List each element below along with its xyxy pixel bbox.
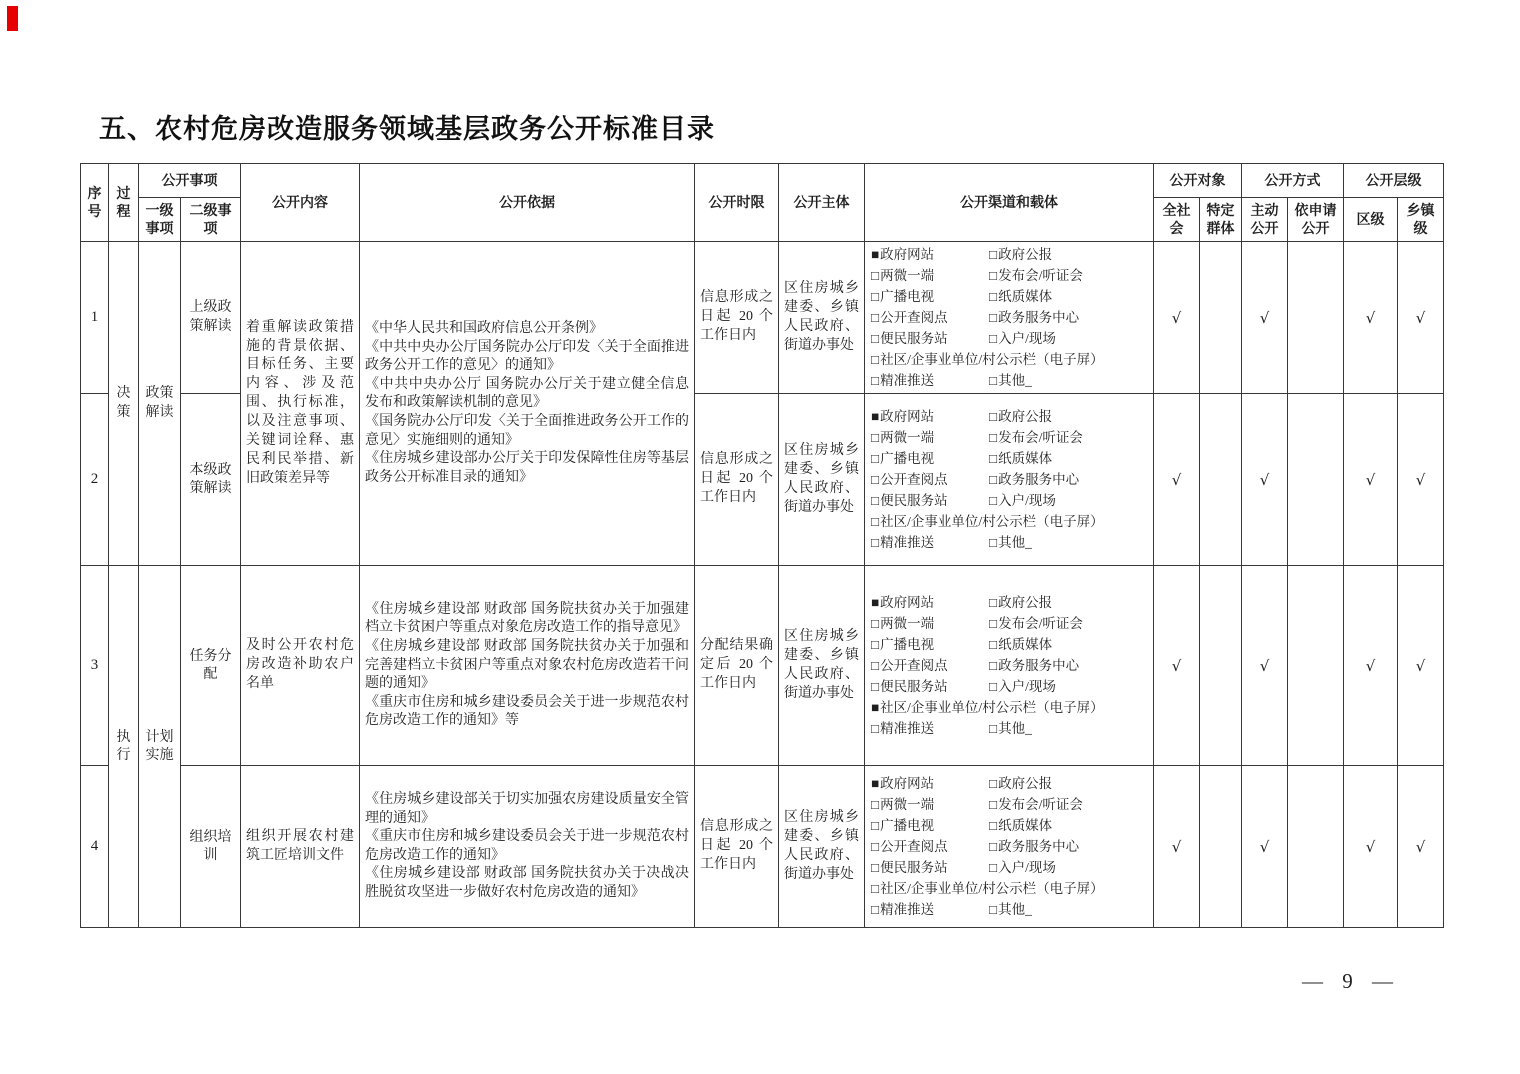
channel-line (871, 592, 1147, 613)
cell-content: 组织开展农村建筑工匠培训文件 (241, 766, 360, 928)
channel-line (871, 265, 1147, 286)
mark-level-township: √ (1398, 394, 1444, 566)
cell-basis (360, 566, 695, 766)
channel-option: □发布会/听证会 (989, 427, 1083, 448)
channel-option: □社区/企事业单位/村公示栏（电子屏） (871, 511, 1104, 532)
cell-item-l2: 本级政策解读 (181, 394, 241, 566)
channel-line (871, 286, 1147, 307)
mark-level-district: √ (1344, 394, 1398, 566)
channel-option: □公开查阅点 (871, 655, 989, 676)
channel-line (871, 878, 1147, 899)
checkbox-unchecked-icon: □ (989, 430, 998, 446)
cell-time-limit: 信息形成之日起 20 个工作日内 (695, 394, 779, 566)
checkbox-unchecked-icon: □ (989, 331, 998, 347)
cell-item-l2: 组织培训 (181, 766, 241, 928)
channel-option: □发布会/听证会 (989, 265, 1083, 286)
channel-option: □政府公报 (989, 244, 1052, 265)
checkbox-unchecked-icon: □ (989, 637, 998, 653)
mark-method-active: √ (1242, 394, 1288, 566)
channel-line (871, 427, 1147, 448)
mark-level-township: √ (1398, 566, 1444, 766)
mark-audience-specific (1200, 242, 1242, 394)
cell-seq: 4 (81, 766, 109, 928)
channel-line (871, 490, 1147, 511)
channel-option: □政府公报 (989, 406, 1052, 427)
channel-option: □其他_ (989, 718, 1032, 739)
channel-line (871, 794, 1147, 815)
mark-audience-specific (1200, 566, 1242, 766)
checkbox-unchecked-icon: □ (871, 352, 880, 368)
checkbox-unchecked-icon: □ (871, 535, 880, 551)
cell-process-decision: 决策 (109, 242, 139, 566)
checkbox-unchecked-icon: □ (871, 637, 880, 653)
checkbox-unchecked-icon: □ (989, 721, 998, 737)
cell-content: 及时公开农村危房改造补助农户名单 (241, 566, 360, 766)
basis-item: 《住房城乡建设部 财政部 国务院扶贫办关于加强建档立卡贫困户等重点对象危房改造工作的指导意见》 (365, 601, 689, 636)
channel-option: □两微一端 (871, 794, 989, 815)
channel-option: □广播电视 (871, 634, 989, 655)
channel-option: □入户/现场 (989, 857, 1056, 878)
channel-line (871, 511, 1147, 532)
checkbox-unchecked-icon: □ (871, 268, 880, 284)
channel-line (871, 676, 1147, 697)
checkbox-unchecked-icon: □ (871, 430, 880, 446)
cell-item-l2: 任务分配 (181, 566, 241, 766)
basis-item: 《住房城乡建设部办公厅关于印发保障性住房等基层政务公开标准目录的通知》 (365, 451, 689, 485)
cell-channels (865, 394, 1154, 566)
mark-level-district: √ (1344, 566, 1398, 766)
header-audience-specific: 特定群体 (1200, 198, 1242, 242)
cell-time-limit: 信息形成之日起 20 个工作日内 (695, 242, 779, 394)
channel-line (871, 448, 1147, 469)
channel-option: ■政府网站 (871, 406, 989, 427)
cell-content: 着重解读政策措施的背景依据、目标任务、主要内容、涉及范围、执行标准，以及注意事项、关键词诠释、惠民利民举措、新旧政策差异等 (241, 242, 360, 566)
basis-item: 《中华人民共和国政府信息公开条例》 (365, 320, 603, 336)
checkbox-unchecked-icon: □ (871, 514, 880, 530)
checkbox-unchecked-icon: □ (871, 451, 880, 467)
checkbox-unchecked-icon: □ (871, 616, 880, 632)
checkbox-unchecked-icon: □ (989, 310, 998, 326)
header-item-l2: 二级事项 (181, 198, 241, 242)
checkbox-unchecked-icon: □ (989, 902, 998, 918)
page-number: — 9 — (1302, 969, 1395, 993)
channel-option: □纸质媒体 (989, 448, 1052, 469)
channel-line (871, 697, 1147, 718)
cell-seq: 1 (81, 242, 109, 394)
mark-method-request (1288, 242, 1344, 394)
cell-subject: 区住房城乡建委、乡镇人民政府、街道办事处 (779, 394, 865, 566)
cell-channels (865, 766, 1154, 928)
mark-method-request (1288, 766, 1344, 928)
basis-item: 《住房城乡建设部关于切实加强农房建设质量安全管理的通知》 (365, 792, 689, 826)
channel-option: □两微一端 (871, 427, 989, 448)
checkbox-unchecked-icon: □ (989, 616, 998, 632)
header-level-district: 区级 (1344, 198, 1398, 242)
checkbox-unchecked-icon: □ (871, 881, 880, 897)
channel-option: □纸质媒体 (989, 634, 1052, 655)
basis-item: 《中共中央办公厅 国务院办公厅关于建立健全信息发布和政策解读机制的意见》 (365, 376, 689, 411)
checkbox-unchecked-icon: □ (989, 409, 998, 425)
cell-basis (360, 242, 695, 566)
channel-option: □纸质媒体 (989, 815, 1052, 836)
channel-line (871, 773, 1147, 794)
table-row (81, 242, 1444, 394)
channel-option: □社区/企事业单位/村公示栏（电子屏） (871, 878, 1104, 899)
checkbox-unchecked-icon: □ (989, 658, 998, 674)
checkbox-unchecked-icon: □ (989, 860, 998, 876)
channel-option: □入户/现场 (989, 328, 1056, 349)
channel-option: □政务服务中心 (989, 469, 1079, 490)
cell-process-execute: 执行 (109, 566, 139, 928)
red-corner-mark (7, 6, 18, 31)
channel-line (871, 613, 1147, 634)
channel-option: □两微一端 (871, 613, 989, 634)
checkbox-unchecked-icon: □ (871, 839, 880, 855)
channel-line (871, 328, 1147, 349)
checkbox-unchecked-icon: □ (989, 247, 998, 262)
basis-item: 《中共中央办公厅国务院办公厅印发〈关于全面推进政务公开工作的意见〉的通知》 (365, 339, 689, 374)
checkbox-unchecked-icon: □ (871, 797, 880, 813)
channel-option: □精准推送 (871, 718, 989, 739)
cell-channels (865, 242, 1154, 394)
basis-item: 《住房城乡建设部 财政部 国务院扶贫办关于决战决胜脱贫攻坚进一步做好农村危房改造的通知》 (365, 866, 689, 901)
table-row (81, 766, 1444, 928)
header-subject: 公开主体 (779, 164, 865, 242)
checkbox-unchecked-icon: □ (871, 472, 880, 488)
channel-option: □政务服务中心 (989, 307, 1079, 328)
channel-line (871, 532, 1147, 553)
channel-option: □其他_ (989, 899, 1032, 920)
channel-option: □纸质媒体 (989, 286, 1052, 307)
channel-option: ■社区/企事业单位/村公示栏（电子屏） (871, 697, 1104, 718)
checkbox-unchecked-icon: □ (871, 902, 880, 918)
cell-item-l1-policy: 政策解读 (139, 242, 181, 566)
channel-option: □公开查阅点 (871, 836, 989, 857)
mark-level-township: √ (1398, 242, 1444, 394)
checkbox-unchecked-icon: □ (989, 797, 998, 813)
header-method-request: 依申请公开 (1288, 198, 1344, 242)
cell-subject: 区住房城乡建委、乡镇人民政府、街道办事处 (779, 766, 865, 928)
checkbox-unchecked-icon: □ (989, 451, 998, 467)
header-method-active: 主动公开 (1242, 198, 1288, 242)
mark-audience-all: √ (1154, 766, 1200, 928)
channel-option: □精准推送 (871, 532, 989, 553)
checkbox-unchecked-icon: □ (871, 289, 880, 305)
mark-method-active: √ (1242, 566, 1288, 766)
checkbox-unchecked-icon: □ (871, 331, 880, 347)
channel-line (871, 406, 1147, 427)
disclosure-standard-table (80, 163, 1444, 928)
channel-line (871, 244, 1147, 265)
channel-option: □两微一端 (871, 265, 989, 286)
checkbox-unchecked-icon: □ (989, 818, 998, 834)
channel-option: □广播电视 (871, 286, 989, 307)
channel-option: □政府公报 (989, 592, 1052, 613)
checkbox-unchecked-icon: □ (989, 493, 998, 509)
cell-time-limit: 信息形成之日起 20 个工作日内 (695, 766, 779, 928)
channel-line (871, 634, 1147, 655)
channel-option: □精准推送 (871, 370, 989, 391)
checkbox-checked-icon: ■ (871, 409, 880, 425)
header-item-l1: 一级事项 (139, 198, 181, 242)
cell-subject: 区住房城乡建委、乡镇人民政府、街道办事处 (779, 566, 865, 766)
channel-option: □入户/现场 (989, 490, 1056, 511)
header-audience-all: 全社会 (1154, 198, 1200, 242)
mark-level-district: √ (1344, 766, 1398, 928)
channel-option: □发布会/听证会 (989, 794, 1083, 815)
checkbox-checked-icon: ■ (871, 247, 880, 262)
mark-audience-all: √ (1154, 242, 1200, 394)
header-process: 过程 (109, 164, 139, 242)
checkbox-unchecked-icon: □ (989, 535, 998, 551)
checkbox-unchecked-icon: □ (871, 721, 880, 737)
channel-option: ■政府网站 (871, 773, 989, 794)
channel-line (871, 899, 1147, 920)
checkbox-unchecked-icon: □ (989, 289, 998, 305)
channel-option: □精准推送 (871, 899, 989, 920)
channel-option: □便民服务站 (871, 676, 989, 697)
mark-method-request (1288, 394, 1344, 566)
header-basis: 公开依据 (360, 164, 695, 242)
mark-level-district: √ (1344, 242, 1398, 394)
cell-seq: 2 (81, 394, 109, 566)
channel-option: □便民服务站 (871, 857, 989, 878)
basis-item: 《国务院办公厅印发〈关于全面推进政务公开工作的意见〉实施细则的通知》 (365, 413, 689, 448)
channel-option: ■政府网站 (871, 592, 989, 613)
cell-basis (360, 766, 695, 928)
channel-option: □入户/现场 (989, 676, 1056, 697)
mark-method-request (1288, 566, 1344, 766)
channel-line (871, 857, 1147, 878)
mark-method-active: √ (1242, 766, 1288, 928)
channel-option: □公开查阅点 (871, 469, 989, 490)
channel-option: □发布会/听证会 (989, 613, 1083, 634)
header-items: 公开事项 (139, 164, 241, 198)
header-content: 公开内容 (241, 164, 360, 242)
table-row (81, 566, 1444, 766)
checkbox-unchecked-icon: □ (871, 658, 880, 674)
channel-line (871, 815, 1147, 836)
checkbox-unchecked-icon: □ (871, 860, 880, 876)
cell-channels (865, 566, 1154, 766)
header-seq: 序号 (81, 164, 109, 242)
cell-time-limit: 分配结果确定后 20 个工作日内 (695, 566, 779, 766)
header-level: 公开层级 (1344, 164, 1444, 198)
channel-line (871, 307, 1147, 328)
channel-option: □政务服务中心 (989, 655, 1079, 676)
page-title: 五、农村危房改造服务领域基层政务公开标准目录 (99, 114, 715, 144)
channel-line (871, 718, 1147, 739)
mark-level-township: √ (1398, 766, 1444, 928)
channel-option: □政务服务中心 (989, 836, 1079, 857)
header-channels: 公开渠道和载体 (865, 164, 1154, 242)
channel-option: □其他_ (989, 532, 1032, 553)
checkbox-unchecked-icon: □ (989, 373, 998, 389)
checkbox-unchecked-icon: □ (989, 595, 998, 611)
mark-audience-all: √ (1154, 394, 1200, 566)
checkbox-unchecked-icon: □ (871, 373, 880, 389)
channel-option: ■政府网站 (871, 244, 989, 265)
checkbox-checked-icon: ■ (871, 700, 880, 716)
channel-option: □社区/企事业单位/村公示栏（电子屏） (871, 349, 1104, 370)
channel-option: □广播电视 (871, 448, 989, 469)
cell-item-l1-plan: 计划实施 (139, 566, 181, 928)
mark-audience-specific (1200, 766, 1242, 928)
checkbox-unchecked-icon: □ (989, 839, 998, 855)
basis-item: 《住房城乡建设部 财政部 国务院扶贫办关于加强和完善建档立卡贫困户等重点对象农村危房改造若干问题的通知》 (365, 638, 689, 692)
cell-item-l2: 上级政策解读 (181, 242, 241, 394)
channel-option: □公开查阅点 (871, 307, 989, 328)
channel-option: □其他_ (989, 370, 1032, 391)
basis-item: 《重庆市住房和城乡建设委员会关于进一步规范农村危房改造工作的通知》等 (365, 694, 689, 729)
header-level-township: 乡镇级 (1398, 198, 1444, 242)
mark-audience-specific (1200, 394, 1242, 566)
checkbox-unchecked-icon: □ (871, 818, 880, 834)
channel-option: □政府公报 (989, 773, 1052, 794)
header-method: 公开方式 (1242, 164, 1344, 198)
channel-line (871, 836, 1147, 857)
checkbox-unchecked-icon: □ (989, 472, 998, 488)
mark-method-active: √ (1242, 242, 1288, 394)
checkbox-unchecked-icon: □ (871, 679, 880, 695)
channel-line (871, 655, 1147, 676)
checkbox-unchecked-icon: □ (989, 268, 998, 284)
channel-line (871, 349, 1147, 370)
checkbox-checked-icon: ■ (871, 595, 880, 611)
channel-option: □便民服务站 (871, 490, 989, 511)
header-time-limit: 公开时限 (695, 164, 779, 242)
channel-option: □广播电视 (871, 815, 989, 836)
checkbox-unchecked-icon: □ (989, 679, 998, 695)
checkbox-unchecked-icon: □ (989, 776, 998, 792)
checkbox-checked-icon: ■ (871, 776, 880, 792)
checkbox-unchecked-icon: □ (871, 310, 880, 326)
cell-subject: 区住房城乡建委、乡镇人民政府、街道办事处 (779, 242, 865, 394)
mark-audience-all: √ (1154, 566, 1200, 766)
header-audience: 公开对象 (1154, 164, 1242, 198)
channel-line (871, 370, 1147, 391)
channel-option: □便民服务站 (871, 328, 989, 349)
checkbox-unchecked-icon: □ (871, 493, 880, 509)
channel-line (871, 469, 1147, 490)
cell-seq: 3 (81, 566, 109, 766)
basis-item: 《重庆市住房和城乡建设委员会关于进一步规范农村危房改造工作的通知》 (365, 829, 689, 863)
